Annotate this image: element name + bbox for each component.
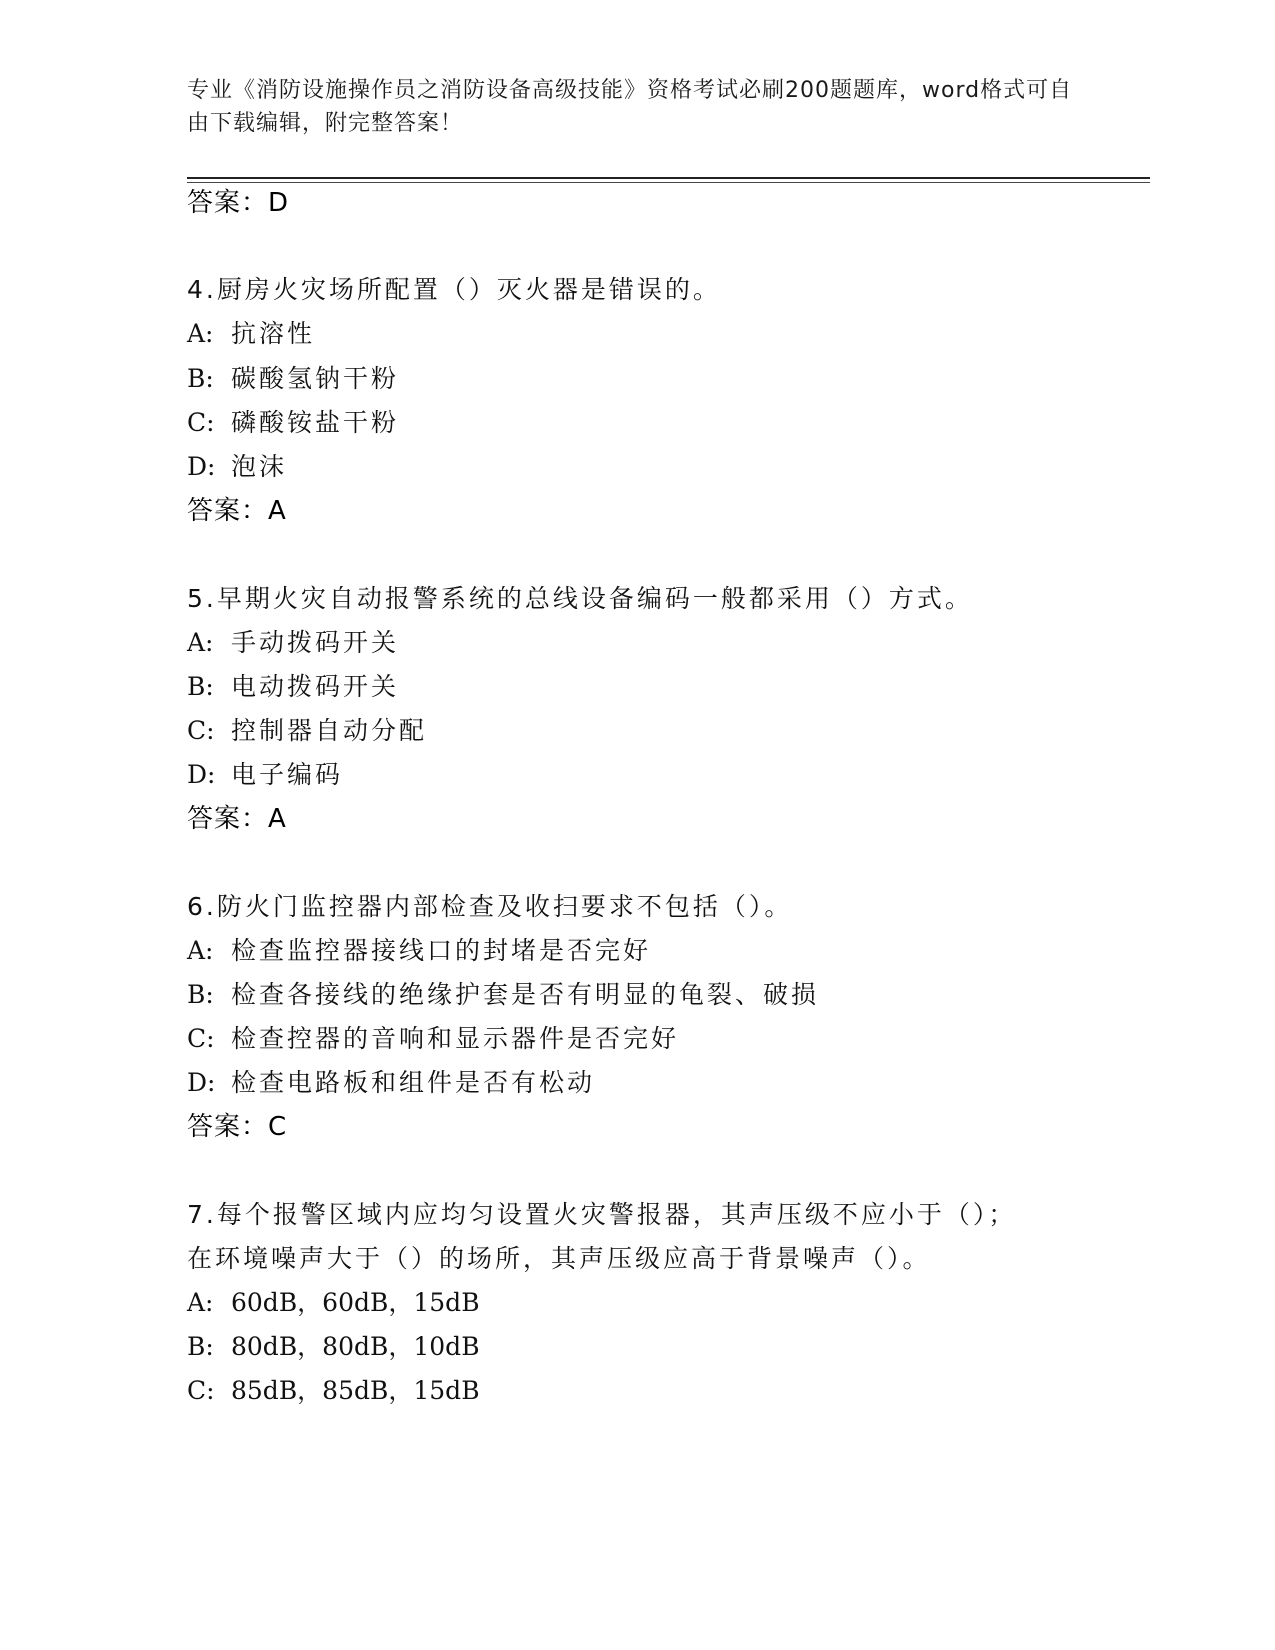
document-header (187, 74, 1087, 140)
option-key: A: (187, 628, 214, 657)
option-text: 60dB，60dB，15dB (231, 1288, 480, 1317)
option-text: 泡沫 (231, 452, 288, 481)
question-7-option-c (187, 1374, 480, 1408)
question-4-answer: 答案：A (187, 496, 287, 526)
option-text: 碳酸氢钠干粉 (231, 364, 400, 393)
question-6-option-d (187, 1066, 595, 1100)
option-text: 检查监控器接线口的封堵是否完好 (231, 936, 652, 965)
question-5-option-b (187, 670, 399, 704)
option-key: A: (187, 1288, 214, 1317)
option-key: D: (187, 760, 216, 789)
question-6-option-b (187, 978, 819, 1012)
option-key: B: (187, 1332, 214, 1361)
question-7-option-b (187, 1330, 480, 1364)
option-text: 抗溶性 (231, 319, 316, 348)
answer-prev: 答案：D (187, 188, 290, 218)
option-text: 磷酸铵盐干粉 (231, 408, 400, 437)
question-5-option-a (187, 626, 399, 660)
question-4-option-b (187, 362, 399, 396)
option-key: C: (187, 1024, 215, 1053)
question-7-line-2: 在环境噪声大于（）的场所，其声压级应高于背景噪声（）。 (187, 1244, 931, 1273)
question-6-answer: 答案：C (187, 1112, 288, 1142)
header-divider-thin (187, 182, 1150, 183)
option-text: 85dB，85dB，15dB (231, 1376, 480, 1405)
option-text: 检查电路板和组件是否有松动 (231, 1068, 596, 1097)
option-key: D: (187, 452, 216, 481)
option-text: 电子编码 (231, 760, 344, 789)
question-5-option-c (187, 714, 427, 748)
header-divider (187, 177, 1150, 179)
question-6-option-a (187, 934, 651, 968)
option-text: 检查控器的音响和显示器件是否完好 (231, 1024, 680, 1053)
option-key: C: (187, 1376, 215, 1405)
question-4-option-a (187, 317, 315, 351)
question-6: 6.防火门监控器内部检查及收扫要求不包括（）。 (187, 892, 793, 921)
header-text: 专业《消防设施操作员之消防设备高级技能》资格考试必刷200题题库，word格式可自由下载编辑，附完整答案！ (187, 78, 1073, 136)
question-5-answer: 答案：A (187, 804, 287, 834)
option-key: B: (187, 364, 214, 393)
question-4-option-c (187, 406, 399, 440)
option-text: 手动拨码开关 (231, 628, 400, 657)
option-key: D: (187, 1068, 216, 1097)
option-key: C: (187, 716, 215, 745)
question-7-line-1: 7.每个报警区域内应均匀设置火灾警报器，其声压级不应小于（）； (187, 1200, 1017, 1229)
question-4-option-d (187, 450, 287, 484)
option-text: 检查各接线的绝缘护套是否有明显的龟裂、破损 (231, 980, 820, 1009)
question-7-option-a (187, 1286, 480, 1320)
option-text: 控制器自动分配 (231, 716, 428, 745)
question-5: 5.早期火灾自动报警系统的总线设备编码一般都采用（）方式。 (187, 584, 973, 613)
option-key: A: (187, 936, 214, 965)
option-key: B: (187, 980, 214, 1009)
question-5-option-d (187, 758, 343, 792)
question-4: 4.厨房火灾场所配置（）灭火器是错误的。 (187, 275, 721, 304)
option-key: B: (187, 672, 214, 701)
question-6-option-c (187, 1022, 679, 1056)
option-key: C: (187, 408, 215, 437)
option-text: 80dB，80dB，10dB (231, 1332, 480, 1361)
option-text: 电动拨码开关 (231, 672, 400, 701)
option-key: A: (187, 319, 214, 348)
